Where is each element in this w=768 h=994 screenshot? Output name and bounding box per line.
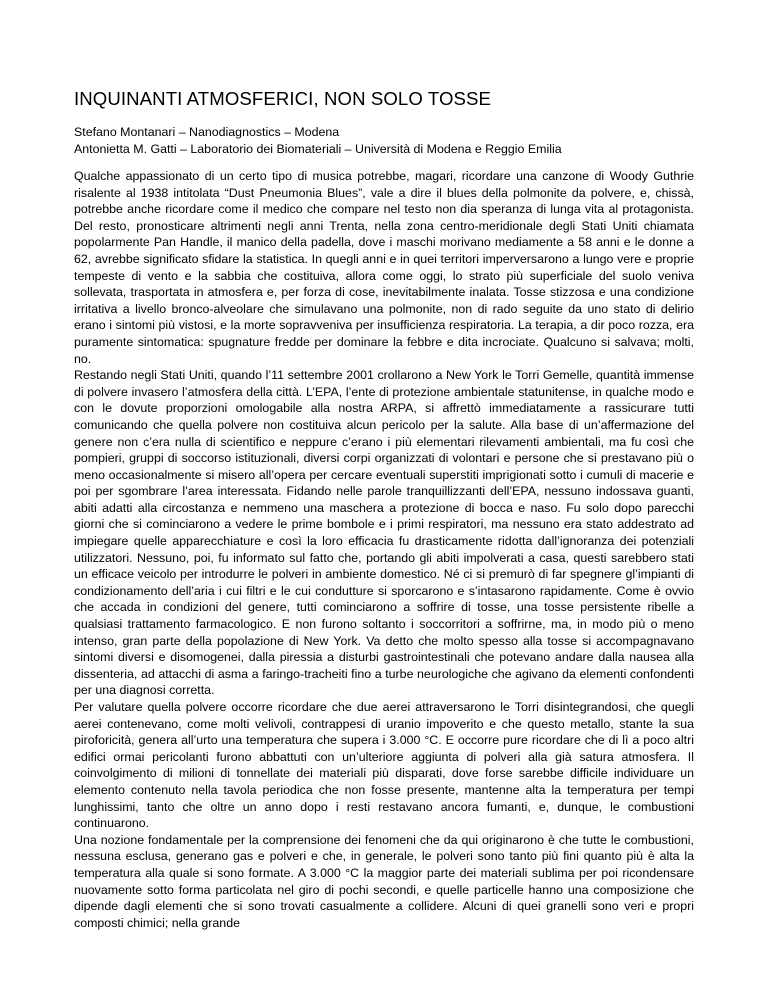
paragraph: Per valutare quella polvere occorre ricordare che due aerei attraversarono le Torri disintegrandosi, che quegli aerei contenevano, come molti velivoli, contrappesi di uranio impoverito e che questo metallo, stante la sua piroforicità, genera all’urto una temperatura che supera i 3.000 °C. E occorre pure ricordare che di lì a poco altri edifici ormai pericolanti furono abbattuti con un’ulteriore aggiunta di polveri alla già satura atmosfera. Il coinvolgimento di milioni di tonnellate dei materiali più disparati, dove forse sarebbe difficile individuare un elemento contenuto nella tavola periodica che non fosse presente, mantenne alta la temperatura per tempi lunghissimi, tanto che oltre un anno dopo i resti restavano ancora fumanti, e, dunque, le combustioni continuarono. — [74, 700, 694, 831]
paragraph: Qualche appassionato di un certo tipo di musica potrebbe, magari, ricordare una canzone di Woody Guthrie risalente al 1938 intitolata “Dust Pneumonia Blues”, vale a dire il blues della polmonite da polvere, e, chissà, potrebbe anche ricordare come il medico che compare nel testo non dia speranza di lunga vita al protagonista. Del resto, pronosticare altrimenti negli anni Trenta, nella zona centro-meridionale degli Stati Uniti chiamata popolarmente Pan Handle, il manico della padella, dove i maschi morivano mediamente a 58 anni e le donne a 62, avrebbe significato sfidare la statistica. In quegli anni e in quei territori imperversarono a lungo vere e proprie tempeste di vento e la sabbia che costituiva, allora come oggi, lo strato più superficiale del suolo veniva sollevata, trasportata in atmosfera e, per forza di cose, inevitabilmente inalata. Tosse stizzosa e una condizione irritativa a livello bronco-alveolare che simulavano una polmonite, non di rado seguite da uno stato di delirio erano i sintomi più vistosi, e la morte sopravveniva per insufficienza respiratoria. La terapia, a dir poco rozza, era puramente sintomatica: spugnature fredde per dominare la febbre e dita incrociate. Qualcuno si salvava; molti, no. — [74, 169, 694, 366]
document-page — [74, 88, 694, 931]
paragraph: Restando negli Stati Uniti, quando l’11 settembre 2001 crollarono a New York le Torri Gemelle, quantità immense di polvere invasero l’atmosfera della città. L’EPA, l’ente di protezione ambientale statunitense, in qualche modo e con le dovute proporzioni omologabile alla nostra ARPA, si affrettò immediatamente a rassicurare tutti comunicando che quella polvere non costituiva alcun pericolo per la salute. Alla base di un’affermazione del genere non c’era nulla di scientifico e neppure c’erano i più elementari rilevamenti ambientali, ma fu così che pompieri, gruppi di soccorso istituzionali, diversi corpi organizzati di volontari e persone che si prestavano più o meno occasionalmente si misero all’opera per cercare eventuali superstiti imprigionati sotto i cumuli di macerie e poi per sgombrare l’area interessata. Fidando nelle parole tranquillizzanti dell’EPA, nessuno indossava guanti, abiti adatti alla circostanza e nemmeno una maschera a protezione di bocca e naso. Fu solo dopo parecchi giorni che si cominciarono a vedere le prime bombole e i primi respiratori, ma nessuno era stato addestrato ad impiegare quelle apparecchiature e così la loro efficacia fu drasticamente ridotta dall’ignoranza dei potenziali utilizzatori. Nessuno, poi, fu informato sul fatto che, portando gli abiti impolverati a casa, questi sarebbero stati un efficace veicolo per introdurre le polveri in ambiente domestico. Né ci si premurò di far spegnere gl’impianti di condizionamento dell’aria i cui filtri e le cui condutture si sporcarono e s’intasarono rapidamente. Come è ovvio che accada in condizioni del genere, tutti cominciarono a soffrire di tosse, una tosse persistente ribelle a qualsiasi trattamento farmacologico. E non furono soltanto i soccorritori a soffrirne, ma, in modo più o meno intenso, gran parte della popolazione di New York. Va detto che molto spesso alla tosse si accompagnavano sintomi diversi e disomogenei, dalla piressia a disturbi gastrointestinali che potevano andare dalla nausea alla dissenteria, ad attacchi di asma a faringo-tracheiti fino a turbe neurologiche che agivano da elementi confondenti per una diagnosi corretta. — [74, 368, 694, 698]
author-list — [74, 124, 694, 157]
document-title: INQUINANTI ATMOSFERICI, NON SOLO TOSSE — [74, 88, 492, 109]
document-body — [74, 168, 694, 931]
author-line: Antonietta M. Gatti – Laboratorio dei Biomateriali – Università di Modena e Reggio Emilia — [74, 141, 562, 156]
author-line: Stefano Montanari – Nanodiagnostics – Modena — [74, 125, 340, 139]
paragraph: Una nozione fondamentale per la comprensione dei fenomeni che da qui originarono è che tutte le combustioni, nessuna esclusa, generano gas e polveri e che, in generale, le polveri sono tanto più fini quanto più è alta la temperatura alla quale si sono formate. A 3.000 °C la maggior parte dei materiali sublima per poi ricondensare nuovamente sotto forma particolata nel giro di pochi secondi, e quelle particelle hanno una composizione che dipende dagli elementi che si sono trovati casualmente a collidere. Alcuni di quei granelli sono veri e propri composti chimici; nella grande — [74, 832, 694, 930]
